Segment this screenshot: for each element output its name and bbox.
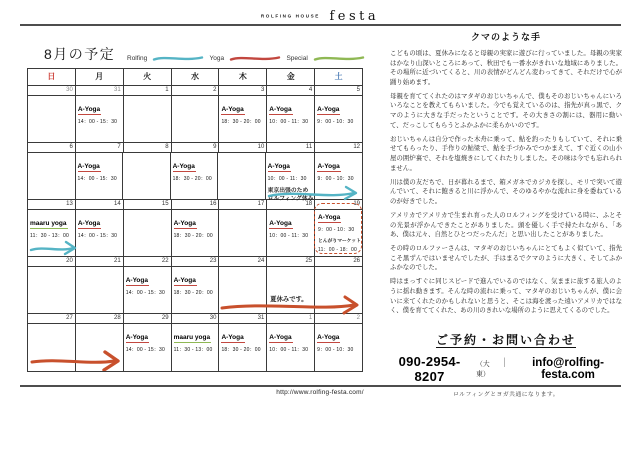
event-title: A-Yoga bbox=[317, 163, 340, 172]
site-url[interactable]: http://www.rolfing-festa.com/ bbox=[276, 389, 364, 396]
date-number: 31 bbox=[219, 314, 267, 324]
day-cell bbox=[315, 267, 362, 314]
event-title: A-Yoga bbox=[269, 334, 292, 343]
event-time: 14：00 - 15：30 bbox=[77, 118, 118, 125]
legend bbox=[127, 52, 365, 64]
date-number: 31 bbox=[76, 86, 124, 96]
day-cell bbox=[76, 267, 124, 314]
event-time: 18：30 - 20：00 bbox=[221, 346, 261, 353]
event-entry bbox=[221, 326, 265, 353]
site-brand bbox=[0, 7, 640, 25]
article-title: クマのような手 bbox=[470, 32, 541, 42]
august-calendar bbox=[27, 68, 363, 372]
event-entry bbox=[174, 269, 218, 296]
legend-line-yoga bbox=[229, 54, 281, 63]
event-entry bbox=[174, 212, 218, 239]
legend-line-rolfing bbox=[152, 54, 204, 63]
week-row bbox=[28, 153, 362, 200]
event-title: A-Yoga bbox=[269, 106, 292, 115]
contact-heading: ご予約・お問い合わせ bbox=[435, 333, 576, 347]
date-number: 20 bbox=[28, 257, 76, 267]
day-cell bbox=[172, 267, 220, 314]
event-entry bbox=[268, 155, 314, 182]
date-number: 14 bbox=[76, 200, 124, 210]
day-cell bbox=[315, 324, 362, 371]
day-header-木: 木 bbox=[219, 69, 267, 86]
day-cell bbox=[267, 210, 315, 257]
event-time: 14：00 - 15：30 bbox=[125, 346, 166, 353]
date-number: 1 bbox=[124, 86, 172, 96]
event-title: A-Yoga bbox=[174, 277, 197, 286]
date-number: 22 bbox=[124, 257, 172, 267]
event-title: A-Yoga bbox=[126, 334, 149, 343]
day-cell bbox=[267, 324, 315, 371]
event-time: 11：30 - 13：00 bbox=[173, 346, 213, 353]
date-number: 27 bbox=[28, 314, 76, 324]
date-number: 29 bbox=[124, 314, 172, 324]
day-header-日: 日 bbox=[28, 69, 76, 86]
cell-note: ロルフィング休み bbox=[267, 195, 314, 202]
contact-section bbox=[390, 331, 622, 398]
cell-note: 東京出張のため bbox=[267, 187, 309, 194]
article-paragraph: アメリカでアメリカで生まれ育った人のロルフィングを受けている時に、ふとその光景が浮かんできたことがありました。頭を優しく手で持たれながら、「ああ、僕は元々、自然とひとつだったんだ」と思い出したことがありました。 bbox=[390, 211, 622, 239]
event-title: A-Yoga bbox=[268, 163, 291, 172]
event-entry bbox=[78, 98, 122, 125]
event-title: A-Yoga bbox=[269, 220, 292, 229]
day-cell bbox=[28, 96, 76, 143]
day-cell bbox=[218, 153, 266, 200]
date-number: 4 bbox=[267, 86, 315, 96]
date-number: 16 bbox=[172, 200, 220, 210]
date-row bbox=[28, 86, 362, 96]
event-title: A-Yoga bbox=[317, 334, 340, 343]
date-number: 19 bbox=[315, 200, 362, 210]
date-number: 30 bbox=[28, 86, 76, 96]
contact-note: ロルフィングとヨガ共通になります。 bbox=[452, 392, 560, 398]
day-cell bbox=[172, 96, 220, 143]
date-number: 2 bbox=[172, 86, 220, 96]
day-cell bbox=[219, 267, 267, 314]
brand-prefix: ROLFING HOUSE bbox=[260, 13, 320, 19]
day-cell bbox=[267, 267, 315, 314]
date-row bbox=[28, 314, 362, 324]
day-header-土: 土 bbox=[315, 69, 362, 86]
day-cell bbox=[172, 324, 220, 371]
event-entry bbox=[269, 98, 313, 125]
day-cell bbox=[266, 153, 316, 200]
date-row bbox=[28, 257, 362, 267]
contact-line bbox=[390, 354, 622, 384]
day-header-火: 火 bbox=[124, 69, 172, 86]
date-number: 30 bbox=[172, 314, 220, 324]
week-row bbox=[28, 210, 362, 257]
event-time: 14：00 - 15：30 bbox=[77, 232, 118, 239]
event-time: 11：30 - 13：00 bbox=[30, 232, 69, 239]
event-entry bbox=[317, 155, 361, 182]
event-time: 9：00 - 10：30 bbox=[317, 118, 354, 125]
event-entry bbox=[78, 212, 122, 239]
day-cell bbox=[124, 96, 172, 143]
event-title: A-Yoga bbox=[221, 334, 244, 343]
day-cell bbox=[219, 210, 267, 257]
day-cell bbox=[219, 324, 267, 371]
article-paragraph: 川は僕の友だちで、日が暮れるまで、箱メガネでカジカを探し、モリで突いて遊んでいて、それに飽きると川に浮かんで、そのゆるやかな流れに身を委ねているのが好きでした。 bbox=[390, 178, 622, 205]
article-paragraph: こどもの頃は、夏休みになると母親の実家に遊びに行っていました。母親の実家はかなり山深いところにあって、秋田でも一番水がきれいな地域にありました。その場所に近づいてくると、川の表情がどんどん変わってきて、それだけで心が踊り始めます。 bbox=[390, 50, 622, 86]
header-divider bbox=[20, 24, 621, 26]
email-address[interactable]: info@rolfing-festa.com bbox=[532, 357, 604, 381]
day-cell bbox=[76, 96, 124, 143]
date-number: 13 bbox=[28, 200, 76, 210]
event-title: A-Yoga bbox=[318, 214, 341, 223]
event-time: 18：30 - 20：00 bbox=[173, 232, 213, 239]
day-cell bbox=[76, 324, 124, 371]
day-header-月: 月 bbox=[76, 69, 124, 86]
week-row bbox=[28, 96, 362, 143]
date-number: 8 bbox=[124, 143, 172, 153]
event-title: A-Yoga bbox=[78, 106, 101, 115]
event-entry bbox=[317, 98, 361, 125]
event-entry bbox=[318, 206, 361, 233]
market-time: 11：00 - 18：00 bbox=[318, 246, 357, 253]
event-time: 10：00 - 11：30 bbox=[267, 175, 307, 182]
event-title: A-Yoga bbox=[317, 106, 340, 115]
market-label: とんがりマーケット bbox=[318, 238, 361, 244]
event-title: A-Yoga bbox=[174, 220, 197, 229]
event-title: A-Yoga bbox=[221, 106, 244, 115]
day-cell bbox=[171, 153, 219, 200]
date-number: 7 bbox=[76, 143, 124, 153]
day-cell bbox=[124, 267, 172, 314]
day-cell bbox=[219, 96, 267, 143]
event-title: A-Yoga bbox=[173, 163, 196, 172]
legend-line-special bbox=[313, 54, 365, 63]
day-cell bbox=[28, 324, 76, 371]
date-number: 24 bbox=[219, 257, 267, 267]
event-time: 18：30 - 20：00 bbox=[221, 118, 261, 125]
contact-divider: ｜ bbox=[499, 358, 510, 369]
event-time: 10：00 - 11：30 bbox=[269, 346, 309, 353]
event-entry bbox=[174, 326, 218, 353]
phone-number[interactable]: 090-2954-8207 bbox=[398, 354, 461, 384]
event-entry bbox=[317, 326, 361, 353]
brand-name: festa bbox=[329, 9, 380, 24]
day-cell bbox=[172, 210, 220, 257]
date-number: 28 bbox=[76, 314, 124, 324]
day-cell bbox=[28, 153, 76, 200]
event-title: maaru yoga bbox=[30, 220, 68, 229]
day-cell bbox=[28, 210, 76, 257]
day-cell bbox=[123, 153, 171, 200]
date-number: 3 bbox=[219, 86, 267, 96]
date-number: 12 bbox=[315, 143, 362, 153]
footer-divider bbox=[20, 385, 621, 387]
legend-label-special: Special bbox=[286, 54, 308, 62]
article-paragraph: おじいちゃんは自分で作った木舟に乗って、鮎を釣ったりもしていて、それに乗せてもらったり、手作りの鮎梁で、鮎を手づかみでつかまえて、すぐ近くの山小屋の囲炉裏で、それを塩焼きにしてくれたりしました。その味は今でも忘れられません。 bbox=[390, 135, 622, 172]
event-title: maaru yoga bbox=[174, 334, 212, 343]
event-time: 18：30 - 20：00 bbox=[173, 289, 213, 296]
day-cell bbox=[315, 96, 362, 143]
event-time: 9：00 - 10：30 bbox=[317, 346, 354, 353]
calendar-day-header-row bbox=[28, 69, 362, 86]
article bbox=[390, 30, 622, 320]
event-title: A-Yoga bbox=[78, 163, 101, 172]
day-cell bbox=[315, 153, 362, 200]
date-number: 10 bbox=[219, 143, 267, 153]
article-paragraph: 時はまっすぐに同じスピードで進んでいるのではなく、気ままに旅する旅人のように揺れ動きます。そんな時の流れに乗って、マタギのおじいちゃんが、僕に会いに来てくれたのかもしれないと思うと、そこは海を渡った遠いアメリカではなく、僕を育ててくれた、あの川のきれいな場所のように思えてくるのでした。 bbox=[390, 278, 622, 315]
event-time: 18：30 - 20：00 bbox=[172, 175, 212, 182]
date-number: 11 bbox=[267, 143, 315, 153]
date-number: 26 bbox=[315, 257, 362, 267]
day-cell bbox=[124, 210, 172, 257]
event-entry bbox=[269, 212, 313, 239]
calendar-title: 8月の予定 bbox=[44, 46, 116, 62]
date-number: 15 bbox=[124, 200, 172, 210]
date-number: 18 bbox=[267, 200, 315, 210]
date-number: 17 bbox=[219, 200, 267, 210]
event-time: 9：00 - 10：30 bbox=[317, 175, 354, 182]
event-time: 9：00 - 10：30 bbox=[318, 226, 355, 233]
date-row bbox=[28, 143, 362, 153]
day-cell bbox=[267, 96, 315, 143]
week-row bbox=[28, 324, 362, 371]
event-entry bbox=[126, 269, 170, 296]
tongari-market-box bbox=[314, 203, 362, 254]
phone-note: （大東） bbox=[476, 361, 490, 378]
day-cell bbox=[28, 267, 76, 314]
event-time: 14：00 - 15：30 bbox=[77, 175, 117, 182]
legend-label-yoga: Yoga bbox=[209, 54, 225, 62]
date-number: 21 bbox=[76, 257, 124, 267]
event-entry bbox=[30, 212, 74, 239]
event-time: 14：00 - 15：30 bbox=[125, 289, 166, 296]
date-number: 1 bbox=[267, 314, 315, 324]
day-cell bbox=[76, 210, 124, 257]
event-entry bbox=[269, 326, 313, 353]
event-title: A-Yoga bbox=[126, 277, 149, 286]
date-number: 6 bbox=[28, 143, 76, 153]
date-number: 5 bbox=[315, 86, 362, 96]
calendar-body bbox=[28, 86, 362, 371]
day-cell bbox=[124, 324, 172, 371]
date-number: 2 bbox=[315, 314, 362, 324]
cell-note: 夏休みです。 bbox=[270, 296, 308, 303]
date-number: 9 bbox=[172, 143, 220, 153]
article-paragraph: 母親を育ててくれたのはマタギのおじいちゃんで、僕もそのおじいちゃんにいろいろなことを教えてもらいました。今でも覚えているのは、指先が真っ黒で、クマのように大きな手だったということです。その大きさの割には、器用に動いて、だっこしてもらうとふかふかに柔らかいのです。 bbox=[390, 92, 622, 129]
event-entry bbox=[78, 155, 122, 182]
date-number: 23 bbox=[172, 257, 220, 267]
event-time: 10：00 - 11：30 bbox=[269, 232, 309, 239]
week-row bbox=[28, 267, 362, 314]
article-paragraph: その時のロルファーさんは、マタギのおじいちゃんにとてもよく似ていて、指先こそ黒ずんではいませんでしたが、手はまるでクマのように大きく、そしてふかふかなのでした。 bbox=[390, 245, 622, 272]
event-title: A-Yoga bbox=[78, 220, 101, 229]
event-time: 10：00 - 11：30 bbox=[269, 118, 309, 125]
article-body bbox=[390, 49, 622, 316]
event-entry bbox=[126, 326, 170, 353]
day-header-水: 水 bbox=[172, 69, 220, 86]
day-cell bbox=[76, 153, 124, 200]
legend-label-rolfing: Rolfing bbox=[127, 54, 148, 62]
event-entry bbox=[173, 155, 217, 182]
date-number: 25 bbox=[267, 257, 315, 267]
day-header-金: 金 bbox=[267, 69, 315, 86]
event-entry bbox=[221, 98, 265, 125]
